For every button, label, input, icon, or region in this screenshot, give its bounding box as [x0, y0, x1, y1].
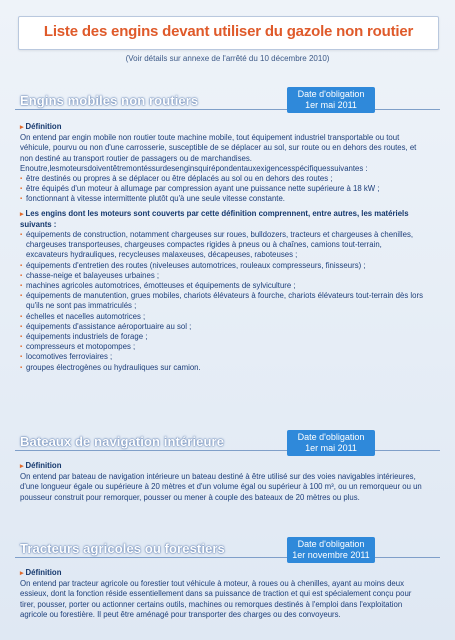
- conditions-list: [20, 174, 425, 205]
- definition-label: ▸ Définition: [20, 122, 62, 131]
- date-value: 1er mai 2011: [305, 443, 357, 453]
- date-label: Date d'obligation: [297, 432, 365, 442]
- equipment-list: [20, 230, 425, 373]
- list-item: ▪ échelles et nacelles automotrices ;: [20, 312, 425, 322]
- list-item: ▪ être équipés d'un moteur à allumage par compression ayant une puissance nette supérieure à 18 kW ;: [20, 184, 425, 194]
- page-subtitle: (Voir détails sur annexe de l'arrêté du 10 décembre 2010): [125, 54, 330, 63]
- section-body-tracteurs: [20, 568, 425, 620]
- title-box: [18, 16, 439, 50]
- definition-label: ▸ Définition: [20, 568, 62, 577]
- definition-text: On entend par engin mobile non routier toute machine mobile, tout équipement industriel transportable ou tout véhicule, pourvu ou non d'une carrosserie, susceptible de se déplacer au sol, sur route ou en dehors des routes, et non destiné au transport routier de passagers ou de marchandises.: [20, 133, 417, 163]
- list-item: ▪ groupes électrogènes ou hydrauliques sur camion.: [20, 363, 425, 373]
- arrow-icon: ▸: [20, 210, 24, 218]
- section-heading-tracteurs: [15, 541, 440, 558]
- date-value: 1er novembre 2011: [292, 550, 370, 560]
- list-item: ▪ équipements industriels de forage ;: [20, 332, 425, 342]
- arrow-icon: ▸: [20, 463, 24, 470]
- section-title: Engins mobiles non routiers: [20, 93, 199, 108]
- section-divider: [15, 557, 440, 558]
- date-value: 1er mai 2011: [305, 100, 357, 110]
- date-label: Date d'obligation: [297, 89, 365, 99]
- definition-text: On entend par tracteur agricole ou forestier tout véhicule à moteur, à roues ou à chenilles, ayant au moins deux essieux, dont la fonction réside essentiellement dans sa puissance de traction et qui est spécialement conçu pour tirer, pousser, porter ou actionner certains outils, machines ou remorques destinés à l'emploi dans l'exploitation agricole ou forestière. Il peut être aménagé pour transporter des charges ou des convoyeurs.: [20, 579, 412, 619]
- section-title: Tracteurs agricoles ou forestiers: [20, 541, 225, 556]
- section-title: Bateaux de navigation intérieure: [20, 434, 225, 449]
- list-item: ▪ être destinés ou propres à se déplacer ou être déplacés au sol ou en dehors des routes ;: [20, 174, 425, 184]
- definition-label: ▸ Définition: [20, 461, 62, 470]
- arrow-icon: ▸: [20, 570, 24, 577]
- arrow-icon: ▸: [20, 124, 24, 131]
- section-divider: [15, 109, 440, 110]
- date-badge-tracteurs: [287, 537, 375, 563]
- list-item: ▪ machines agricoles automotrices, émotteuses et équipements de sylviculture ;: [20, 281, 425, 291]
- definition-text: On entend par bateau de navigation intérieure un bateau destiné à être utilisé sur des voies navigables intérieures, d'une longueur égale ou supérieure à 20 mètres et d'un volume égal ou supérieur à 100 m³, ou un remorqueur ou un pousseur construit pour remorquer, pousser ou mener à couple des bateaux de 20 mètres ou plus.: [20, 472, 422, 502]
- section-heading-bateaux: [15, 434, 440, 451]
- section-body-engins: [20, 122, 425, 373]
- date-badge-engins: [287, 87, 375, 113]
- list-item: ▪ chasse-neige et balayeuses urbaines ;: [20, 271, 425, 281]
- list-item: ▪ compresseurs et motopompes ;: [20, 342, 425, 352]
- date-badge-bateaux: [287, 430, 375, 456]
- list-item: ▪ locomotives ferroviaires ;: [20, 352, 425, 362]
- list-item: ▪ équipements de construction, notamment chargeuses sur roues, bulldozers, tracteurs et chargeuses à chenilles, chargeuses transporteuses, chargeuses compactes rigides à pneus ou à chaînes, camions tout-terrain, excavateurs hydrauliques, recycleuses malaxeuses, décapeuses, raboteuses ;: [20, 230, 425, 261]
- section-body-bateaux: [20, 461, 425, 503]
- list-item: ▪ fonctionnant à vitesse intermittente plutôt qu'à une seule vitesse constante.: [20, 194, 425, 204]
- intro-line: Enoutre,lesmoteursdoiventêtremontéssurdesenginsquirépondentauxexigencesspécifiquessuivantes :: [20, 163, 368, 173]
- page-title: Liste des engins devant utiliser du gazole non routier: [43, 23, 414, 40]
- covered-label: ▸ Les engins dont les moteurs sont couverts par cette définition comprennent, entre autres, les matériels suivants :: [20, 208, 409, 229]
- list-item: ▪ équipements d'entretien des routes (niveleuses automotrices, rouleaux compresseurs, finisseurs) ;: [20, 261, 425, 271]
- date-label: Date d'obligation: [297, 539, 365, 549]
- list-item: ▪ équipements de manutention, grues mobiles, chariots élévateurs à fourche, chariots élévateurs tout-terrain dès lors qu'ils ne sont pas immatriculés ;: [20, 291, 425, 311]
- section-divider: [15, 450, 440, 451]
- list-item: ▪ équipements d'assistance aéroportuaire au sol ;: [20, 322, 425, 332]
